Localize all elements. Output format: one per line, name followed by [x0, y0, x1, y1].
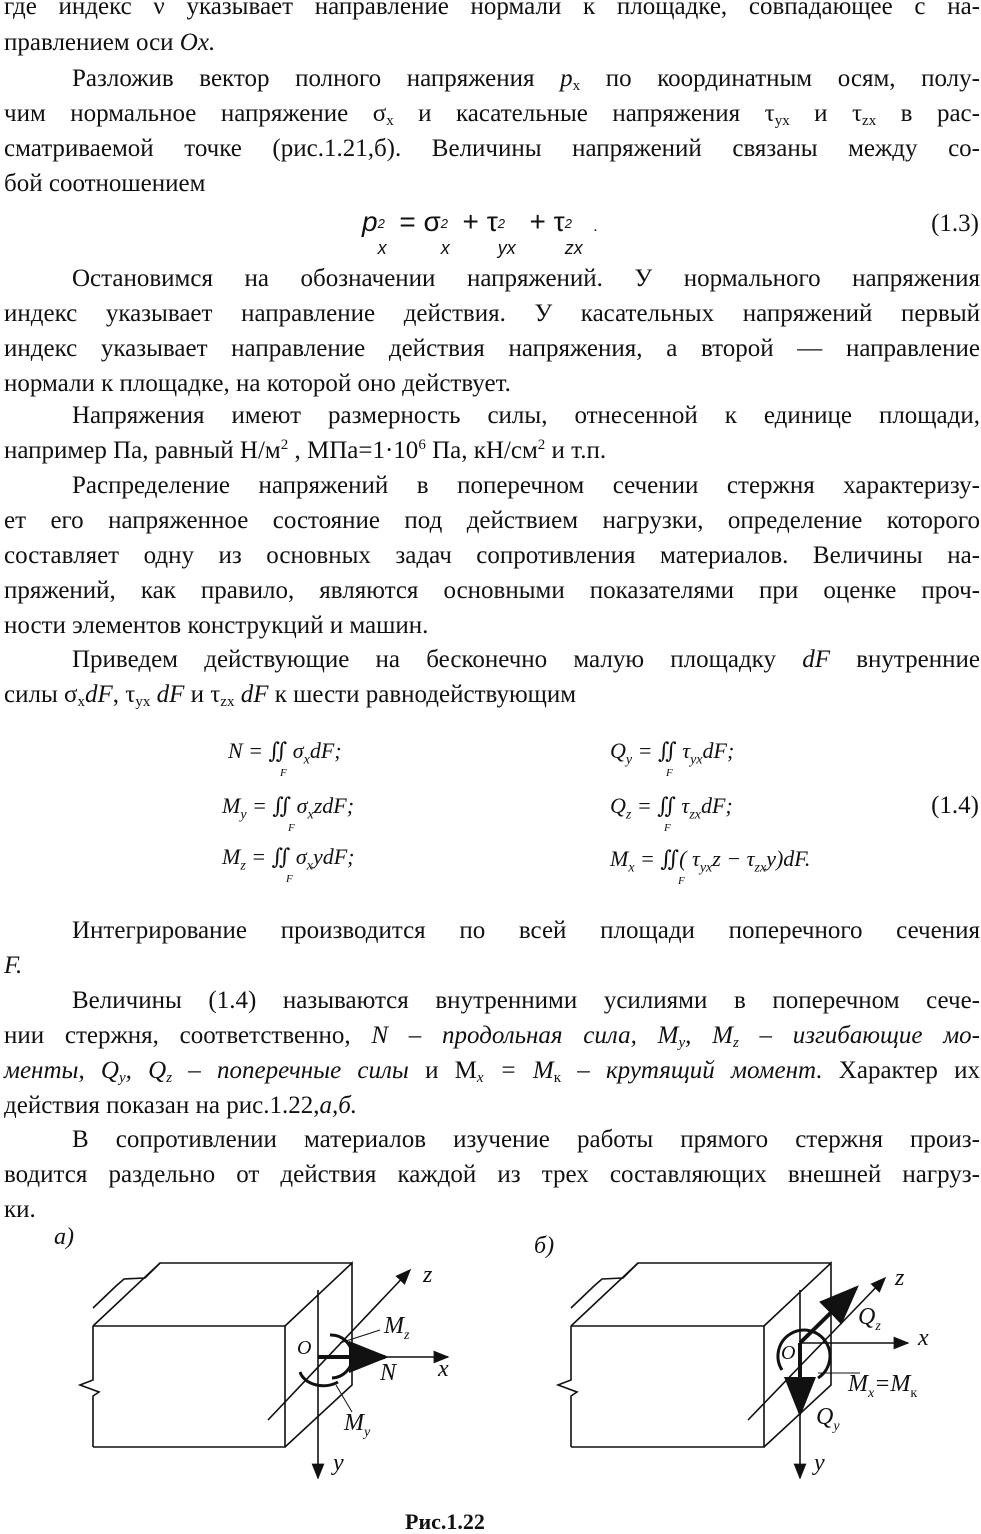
text-fragment: и т.п. — [545, 437, 607, 464]
eq-term: dF; — [702, 738, 735, 763]
text-fragment: Разложив вектор полного напряжения — [72, 65, 561, 92]
text-fragment: – изгибающие мо- — [738, 1022, 980, 1049]
text-fragment: силы σ — [4, 681, 78, 708]
eq-domain: F — [664, 822, 671, 834]
origin-label: O — [781, 1342, 796, 1364]
force-Qz-arrow — [800, 1288, 856, 1343]
text-line: Остановимся на обозначении напряжений. У нормального напряжения — [72, 265, 980, 292]
moment-label-My — [344, 1410, 371, 1440]
eq-term: N = ∬ σ — [228, 738, 304, 763]
eq-domain: F — [678, 875, 685, 887]
text-line: В сопротивлении материалов изучение работы прямого стержня произ- — [72, 1126, 980, 1153]
text-fragment: к — [553, 1070, 562, 1086]
eq-term: p — [362, 206, 378, 237]
text-fragment: правлением оси — [4, 29, 180, 56]
force-label-Qz — [858, 1304, 881, 1334]
text-line: индекс указывает направление действия. У касательных напряжений первый — [4, 300, 980, 327]
text-line: индекс указывает направление действия напряжения, а второй — направление — [4, 335, 980, 362]
text-fragment: yx — [774, 113, 790, 129]
text-fragment: , МПа=1·10 — [288, 437, 419, 464]
text-line: где индекс ν указывает направление нормали к площадке, совпадающее с на- — [4, 0, 980, 20]
figure-label-a: а) — [54, 1224, 74, 1250]
text-fragment: , τ — [112, 681, 136, 708]
eq-term: = ∬( τ — [634, 846, 700, 871]
label-text: к — [910, 1385, 918, 1401]
text-fragment: – поперечные силы — [172, 1057, 409, 1084]
axis-label-x: x — [918, 1325, 929, 1351]
text-fragment: к шести равнодействующим — [268, 681, 577, 708]
eq-term: = ∬ τ — [631, 793, 690, 818]
axis-label-z: z — [423, 1262, 433, 1288]
text-fragment: например Па, равный Н/м — [4, 437, 281, 464]
label-text: =M — [874, 1371, 911, 1397]
eq-term: + τ — [521, 206, 565, 237]
moment-label-Mz — [384, 1313, 410, 1343]
text-fragment: x — [77, 694, 85, 710]
text-fragment: и M — [408, 1057, 477, 1084]
eq-term: ydF; — [312, 844, 355, 869]
eq-term: x — [307, 807, 314, 823]
text-fragment: , M — [630, 1022, 679, 1049]
text-fragment: Па, кН/см — [425, 437, 538, 464]
text-fragment: y — [118, 1070, 126, 1086]
eq-domain: F — [280, 767, 287, 779]
text-fragment: Ox. — [179, 29, 216, 56]
label-text: z — [404, 1327, 410, 1343]
eq-term: M — [610, 846, 629, 871]
eq-term: . — [588, 218, 598, 235]
eq-term: x — [377, 238, 387, 258]
text-fragment: , Q — [78, 1057, 119, 1084]
text-fragment: Приведем действующие на бесконечно малую площадку — [72, 646, 803, 673]
eq-term: yx — [497, 238, 516, 258]
text-fragment: dF — [84, 681, 113, 708]
text-fragment: , Q — [125, 1057, 167, 1084]
eq-term: y — [240, 807, 247, 823]
force-label-N: N — [380, 1360, 397, 1386]
eq-term: z — [240, 858, 246, 874]
text-fragment: по координатным осям, полу- — [580, 65, 980, 92]
equation-number: (1.4) — [931, 792, 979, 819]
eq-term: z — [625, 807, 632, 823]
label-text: z — [875, 1318, 881, 1334]
eq-term: M — [222, 793, 241, 818]
moment-label-Mx — [848, 1371, 918, 1401]
text-fragment: Характер их — [822, 1057, 980, 1084]
eq-term: x — [306, 858, 313, 874]
eq-term: zx — [754, 860, 767, 876]
text-fragment: p — [560, 65, 573, 92]
axis-label-z: z — [895, 1265, 905, 1291]
text-fragment: действия показан на рис.1.22, — [4, 1092, 320, 1119]
eq-term: + τ — [454, 206, 498, 237]
text-line: нормали к площадке, на которой оно действует. — [4, 370, 511, 397]
eq-term: z − τ — [712, 846, 755, 871]
axis-label-y: y — [333, 1450, 344, 1476]
text-line: составляет одну из основных задач сопротивления материалов. Величины на- — [4, 542, 980, 569]
text-fragment: нии стержня, соответственно, — [4, 1022, 372, 1049]
eq-term: 2 — [377, 216, 385, 231]
eq-term: = σ — [391, 206, 441, 237]
eq-term: 2 — [440, 216, 449, 231]
label-text: Q — [816, 1404, 834, 1430]
force-label-Qy — [816, 1404, 840, 1434]
eq-domain: F — [666, 767, 673, 779]
text-line: пряжений, как правило, являются основными показателями при оценке проч- — [4, 577, 980, 604]
text-fragment: dF — [802, 646, 830, 673]
text-fragment: 2 — [537, 437, 546, 453]
label-text: M — [848, 1371, 868, 1397]
text-fragment: x — [386, 113, 394, 129]
text-fragment: чим нормальное напряжение σ — [4, 100, 387, 127]
text-fragment: в рас- — [876, 100, 980, 127]
eq-term: zx — [689, 807, 701, 823]
eq-term: x — [628, 860, 635, 876]
eq-term: = ∬ σ — [246, 793, 308, 818]
label-text: M — [384, 1313, 404, 1339]
text-fragment: и касательные напряжения τ — [393, 100, 775, 127]
text-fragment: zx — [862, 113, 877, 129]
text-fragment: z — [166, 1070, 173, 1086]
eq-term: y)dF. — [766, 846, 811, 871]
text-fragment: x — [476, 1070, 484, 1086]
text-line: Величины (1.4) называются внутренними усилиями в поперечном сече- — [72, 987, 980, 1014]
eq-term: yx — [690, 752, 703, 768]
eq-term: Q — [610, 738, 626, 763]
eq-term: y — [625, 752, 633, 768]
eq-term: = ∬ σ — [245, 844, 307, 869]
text-fragment: – крутящий момент. — [561, 1057, 823, 1084]
text-fragment: и τ — [184, 681, 221, 708]
text-fragment: zx — [220, 694, 235, 710]
eq-term: Q — [610, 793, 626, 818]
text-fragment: y — [678, 1035, 686, 1051]
text-fragment: yx — [135, 694, 151, 710]
text-fragment: x — [572, 78, 581, 94]
label-text: Q — [858, 1304, 876, 1330]
eq-term: 2 — [564, 216, 572, 231]
label-text: M — [344, 1410, 364, 1436]
figure-caption: Рис.1.22 — [405, 1509, 485, 1534]
text-line: Интегрирование производится по всей площади поперечного сечения — [72, 917, 980, 944]
eq-term: dF; — [309, 738, 342, 763]
text-fragment: внутренние — [830, 646, 980, 673]
text-line: водится раздельно от действия каждой из трех составляющих внешней нагруз- — [4, 1161, 980, 1188]
eq-term: zx — [564, 238, 583, 258]
eq-term: 2 — [497, 216, 505, 231]
origin-label: O — [297, 1337, 312, 1359]
eq-domain: F — [288, 822, 295, 834]
eq-term: x — [303, 752, 310, 768]
axis-label-y: y — [814, 1450, 825, 1476]
text-line: бой соотношением — [4, 170, 206, 197]
text-line: F. — [4, 952, 23, 979]
text-line: Напряжения имеют размерность силы, отнесенной к единице площади, — [72, 402, 980, 429]
text-fragment: и τ — [789, 100, 863, 127]
eq-term: = ∬ τ — [632, 738, 691, 763]
label-text: y — [833, 1418, 840, 1434]
eq-term: zdF; — [313, 793, 355, 818]
text-line: Распределение напряжений в поперечном сечении стержня характеризу- — [72, 472, 980, 499]
text-fragment: 2 — [280, 437, 289, 453]
text-fragment: менты — [4, 1057, 79, 1084]
label-text: y — [364, 1424, 371, 1440]
eq-term: M — [222, 844, 241, 869]
text-fragment: , M — [685, 1022, 733, 1049]
text-line: ности элементов конструкций и машин. — [4, 612, 429, 639]
text-fragment: dF — [234, 681, 269, 708]
text-fragment: z — [732, 1035, 739, 1051]
axis-label-x: x — [438, 1356, 449, 1382]
text-line: ет его напряженное состояние под действием нагрузки, определение которого — [4, 507, 980, 534]
eq-term: x — [440, 238, 450, 258]
text-line: ки. — [4, 1196, 36, 1223]
eq-term: dF; — [700, 793, 733, 818]
text-fragment: N – продольная сила — [371, 1022, 631, 1049]
eq-domain: F — [286, 873, 293, 885]
equation-number: (1.3) — [931, 210, 979, 237]
text-fragment: а,б. — [319, 1092, 358, 1119]
label-text: x — [868, 1385, 875, 1401]
text-fragment: dF — [150, 681, 185, 708]
figure-label-b: б) — [534, 1233, 555, 1259]
text-fragment: 6 — [418, 437, 426, 453]
text-fragment: = M — [483, 1057, 554, 1084]
eq-term: yx — [699, 860, 713, 876]
text-line: сматриваемой точке (рис.1.21,б). Величины напряжений связаны между со- — [4, 135, 980, 162]
